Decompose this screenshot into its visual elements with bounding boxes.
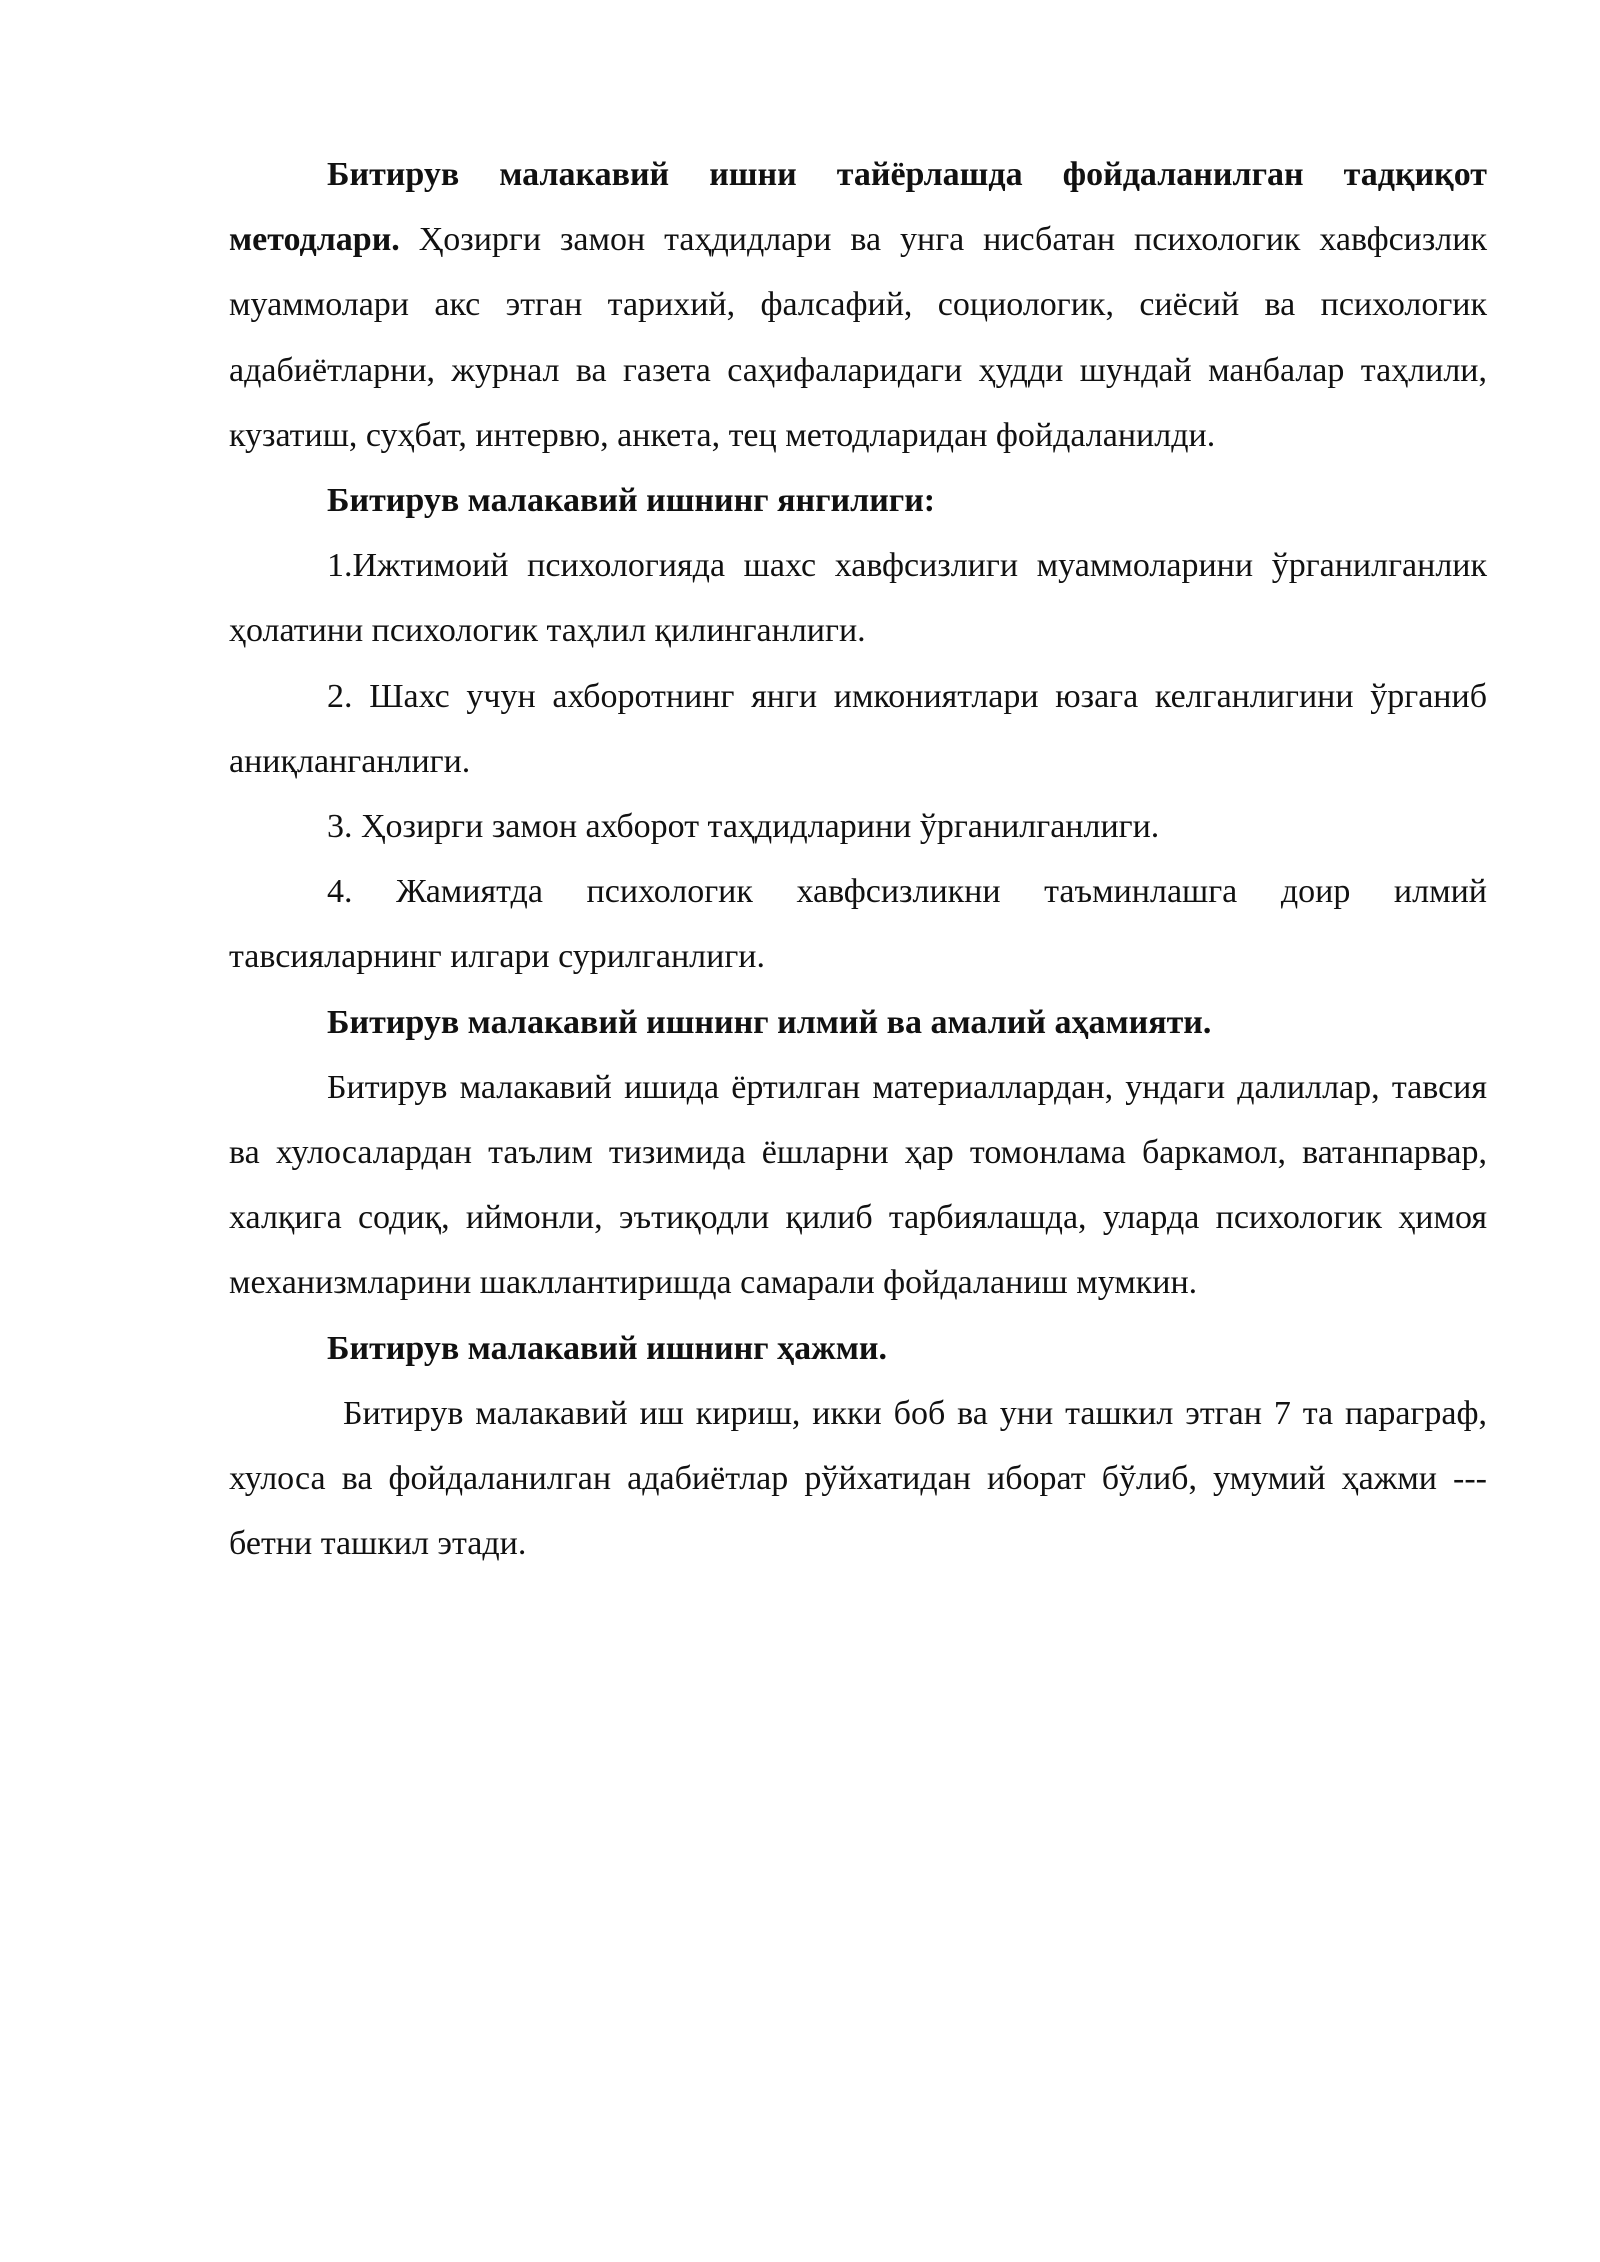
- volume-heading: Битирув малакавий ишнинг ҳажми.: [327, 1329, 888, 1367]
- significance-text: Битирув малакавий ишида ёртилган материаллардан, ундаги далиллар, тавсия ва хулосалардан таълим тизимида ёшларни ҳар томонлама баркамол, ватанпарвар, халқига содиқ, иймонли, эътиқодли қилиб тарбиялашда, уларда психологик ҳимоя механизмларини шакллантиришда самарали фойдаланиш мумкин.: [229, 1068, 1487, 1302]
- novelty-heading: Битирув малакавий ишнинг янгилиги:: [327, 482, 936, 520]
- novelty-item-4: 4. Жамиятда психологик хавфсизликни таъминлашга доир илмий тавсияларнинг илгари сурилганлиги.: [229, 873, 1487, 976]
- methods-text: Ҳозирги замон таҳдидлари ва унга нисбатан психологик хавфсизлик муаммолари акс этган тарихий, фалсафий, социологик, сиёсий ва психологик адабиётларни, журнал ва газета саҳифаларидаги ҳудди шундай манбалар таҳлили, кузатиш, суҳбат, интервю, анкета, тец методларидан фойдаланилди.: [229, 221, 1487, 454]
- significance-heading: Битирув малакавий ишнинг илмий ва амалий аҳамияти.: [327, 1003, 1212, 1041]
- novelty-item-1: 1.Ижтимоий психологияда шахс хавфсизлиги муаммоларини ўрганилганлик ҳолатини психологик таҳлил қилинганлиги.: [229, 547, 1487, 650]
- volume-text: Битирув малакавий иш кириш, икки боб ва уни ташкил этган 7 та параграф, хулоса ва фойдаланилган адабиётлар рўйхатидан иборат бўлиб, умумий ҳажми --- бетни ташкил этади.: [229, 1394, 1487, 1563]
- document-body: [229, 142, 1487, 1576]
- novelty-item-2: 2. Шахс учун ахборотнинг янги имкониятлари юзага келганлигини ўрганиб аниқланганлиги.: [229, 677, 1487, 780]
- methods-heading: Битирув малакавий ишни тайёрлашда фойдаланилган тадқиқот методлари.: [229, 156, 1487, 259]
- methods-paragraph: [229, 142, 1487, 468]
- novelty-item-3: 3. Ҳозирги замон ахборот таҳдидларини ўрганилганлиги.: [327, 808, 1160, 846]
